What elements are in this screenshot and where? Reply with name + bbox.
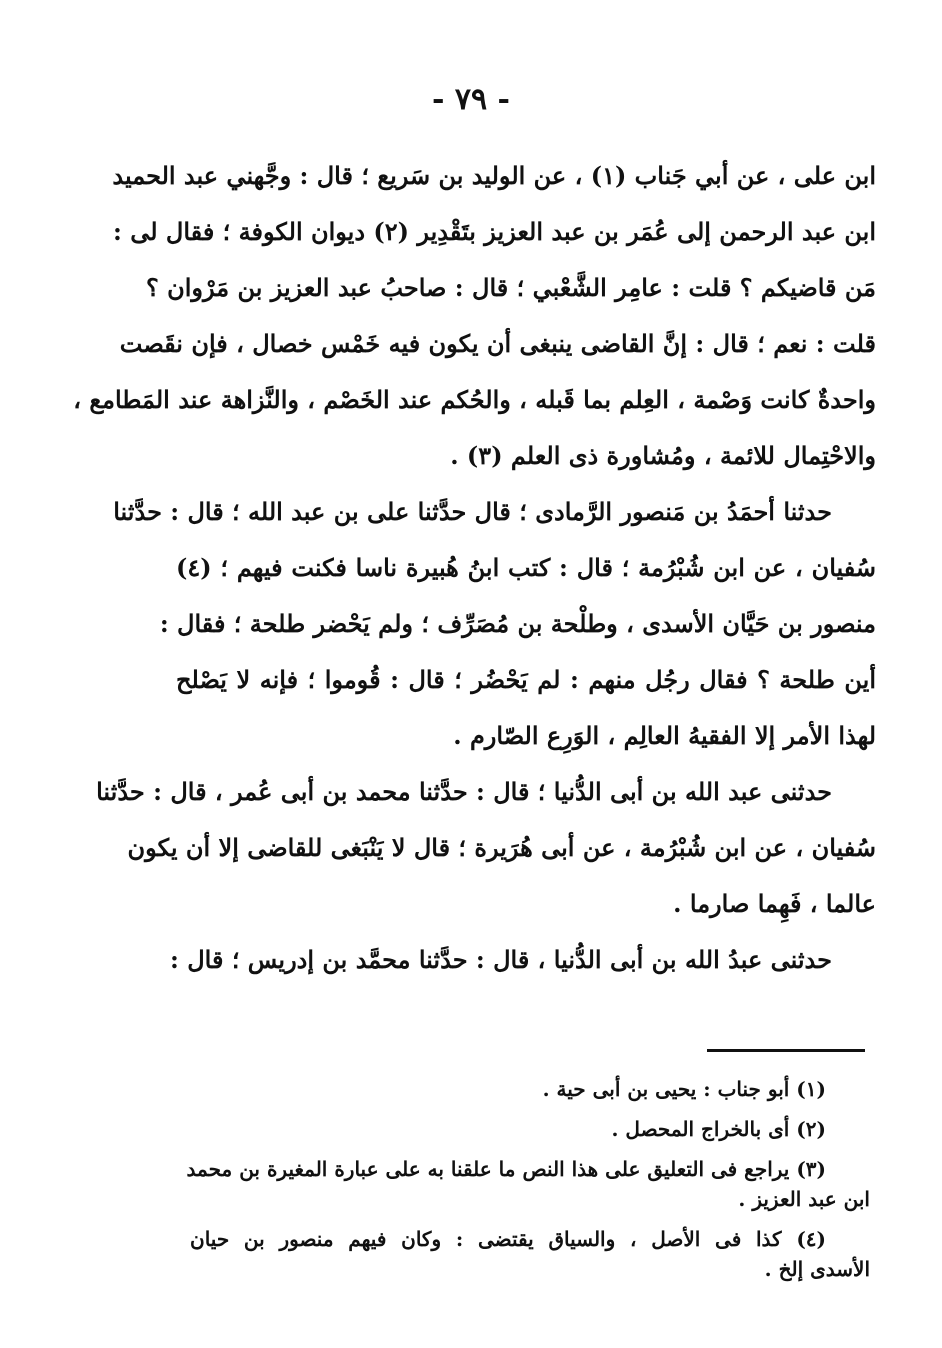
text-line: ابن عبد الرحمن إلى عُمَر بن عبد العزيز بتَقْدِير (٢) ديوان الكوفة ؛ فقال لى : bbox=[113, 217, 876, 246]
paragraph-4 bbox=[170, 932, 876, 988]
paragraph-2 bbox=[113, 484, 877, 764]
footnote-1: (١) أبو جناب : يحيى بن أبى حية . bbox=[542, 1077, 826, 1101]
text-line: حدثنى عبد الله بن أبى الدُّنيا ؛ قال : حدَّثنا محمد بن أبى عُمر ، قال : حدَّثنا bbox=[96, 777, 832, 806]
text-line: حدثنا أحمَدُ بن مَنصور الرَّمادى ؛ قال حدَّثنا على بن عبد الله ؛ قال : حدَّثنا bbox=[113, 497, 832, 526]
footnote-3-continuation: ابن عبد العزيز . bbox=[738, 1187, 870, 1211]
footnote-separator bbox=[707, 1049, 865, 1052]
paragraph-1 bbox=[73, 148, 876, 484]
main-text bbox=[73, 148, 877, 988]
footnote-3: (٣) يراجع فى التعليق على هذا النص ما علقنا به على عبارة المغيرة بن محمد bbox=[186, 1157, 826, 1181]
text-line: سُفيان ، عن ابن شُبْرُمة ؛ قال : كتب ابنُ هُبيرة ناسا فكنت فيهم ؛ (٤) bbox=[176, 553, 877, 582]
text-line: منصور بن حَيَّان الأسدى ، وطلْحة بن مُصَرِّف ؛ ولم يَحْضر طلحة ؛ فقال : bbox=[159, 609, 876, 638]
text-line: والاحْتِمال للائمة ، ومُشاورة ذى العلم (٣) . bbox=[450, 441, 876, 470]
text-line: واحدةٌ كانت وَصْمة ، العِلم بما قَبله ، والحُكم عند الخَصْم ، والنَّزاهة عند المَطامع ، bbox=[73, 385, 876, 414]
text-line: قلت : نعم ؛ قال : إنَّ القاضى ينبغى أن يكون فيه خَمْس خصال ، فإن نقَصت bbox=[119, 329, 876, 358]
text-line: لهذا الأمر إلا الفقيهُ العالِم ، الوَرِع الصّارم . bbox=[453, 721, 876, 750]
text-line: عالما ، فَهِما صارما . bbox=[673, 889, 876, 918]
footnote-4-continuation: الأسدى إلخ . bbox=[764, 1257, 870, 1281]
text-line: مَن قاضيكم ؟ قلت : عامِر الشَّعْبي ؛ قال : صاحبُ عبد العزيز بن مَرْوان ؟ bbox=[146, 273, 876, 302]
footnote-2: (٢) أى بالخراج المحصل . bbox=[611, 1117, 826, 1141]
footnotes bbox=[186, 1074, 870, 1284]
text-line: حدثنى عبدُ الله بن أبى الدُّنيا ، قال : حدَّثنا محمَّد بن إدريس ؛ قال : bbox=[170, 945, 832, 974]
text-line: أين طلحة ؟ فقال رجُل منهم : لم يَحْضُر ؛ قال : قُوموا ؛ فإنه لا يَصْلح bbox=[176, 665, 876, 694]
page-number: - ٧٩ - bbox=[431, 82, 511, 117]
text-line: سُفيان ، عن ابن شُبْرُمة ، عن أبى هُرَيرة ؛ قال لا يَنْبَغى للقاضى إلا أن يكون bbox=[127, 833, 876, 862]
footnote-4: (٤) كذا فى الأصل ، والسياق يقتضى : وكان فيهم منصور بن حيان bbox=[190, 1227, 826, 1251]
text-line: ابن على ، عن أبي جَناب (١) ، عن الوليد بن سَريع ؛ قال : وجَّهني عبد الحميد bbox=[112, 161, 876, 190]
paragraph-3 bbox=[96, 764, 876, 932]
